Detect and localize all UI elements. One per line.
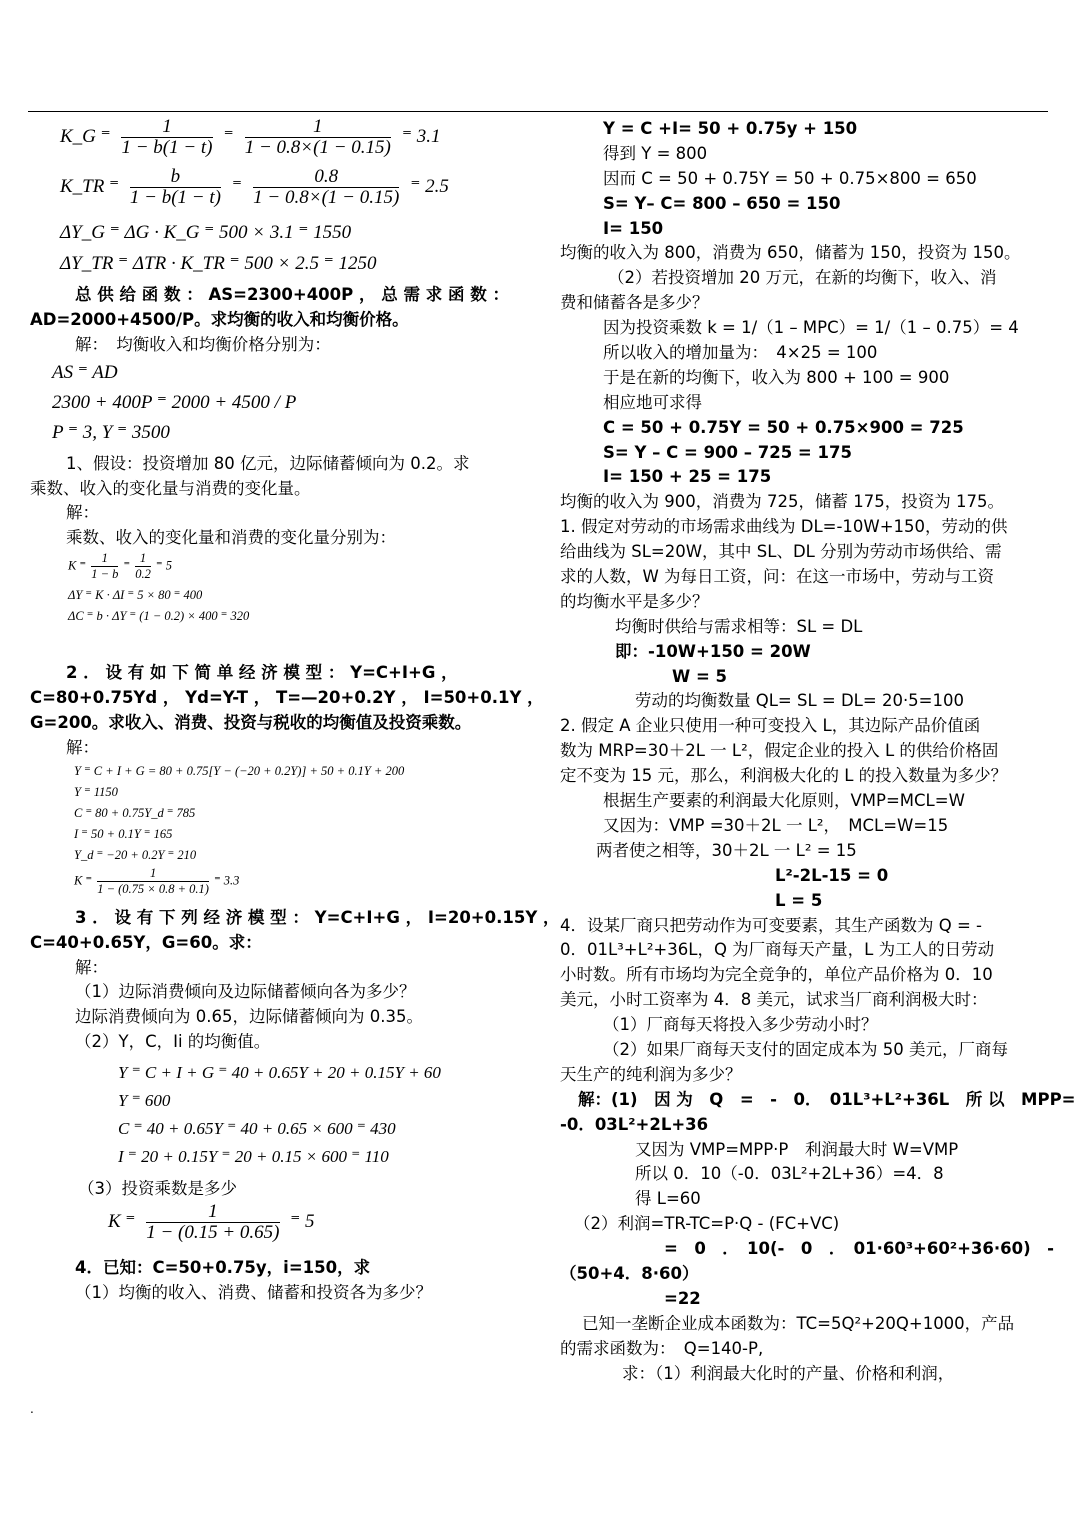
formula-lhs: K_G ⁼	[60, 126, 116, 147]
problem-4-text: 4．已知：C=50+0.75y，i=150，求	[75, 1258, 371, 1278]
text-line: 给曲线为 SL=20W，其中 SL、DL 分别为劳动市场供给、需	[560, 542, 1002, 562]
footer-dot: .	[30, 1402, 34, 1416]
solution-label: 解：	[66, 737, 99, 757]
text-line: 根据生产要素的利润最大化原则，VMP=MCL=W	[603, 791, 965, 811]
formula-ktr: K_TR ⁼ $\frac{b}{1 - b(1 - t)}$ ⁼ $\frac{0.8}{1 - 0.8\times(1 - 0.15)}$ ⁼ 2.5	[60, 166, 449, 208]
problem-2-line2: C=80+0.75Yd ， Yd=Y-T ， T=—20+0.2Y ， I=50+0.1Y ，	[30, 688, 544, 708]
formula-k-investment	[74, 866, 564, 900]
text-line: S= Y– C= 800 – 650 = 150	[603, 193, 841, 213]
denominator: 1 − 0.8×(1 − 0.15)	[244, 137, 391, 158]
text-line: C = 50 + 0.75Y = 50 + 0.75×900 = 725	[603, 417, 964, 437]
text-line: 已知一垄断企业成本函数为：TC=5Q²+20Q+1000，产品	[582, 1313, 1015, 1333]
fraction	[146, 1202, 279, 1243]
math-line: AS ⁼ AD	[52, 361, 118, 383]
text-line: L = 5	[775, 890, 823, 910]
text-line: 得 L=60	[635, 1189, 701, 1209]
denominator: 1 − 0.8×(1 − 0.15)	[253, 187, 400, 208]
text-line: 2. 假定 A 企业只使用一种可变投入 L，其边际产品价值函	[560, 716, 981, 736]
problem-4-line2: （1）均衡的收入、消费、储蓄和投资各为多少？	[75, 1282, 432, 1302]
text-line: 均衡的收入为 900，消费为 725，储蓄 175，投资为 175。	[560, 492, 1004, 512]
text-line: 4．设某厂商只把劳动作为可变要素，其生产函数为 Q = -	[560, 915, 982, 935]
text-line: L²-2L-15 = 0	[775, 865, 889, 885]
text-line: 均衡的收入为 800，消费为 650，储蓄为 150，投资为 150。	[560, 243, 1021, 263]
formula-result: ⁼ 2.5	[410, 176, 449, 197]
text-line: 小时数。所有市场均为完全竞争的，单位产品价格为 0．10	[560, 965, 993, 985]
question-text: （3）投资乘数是多少	[78, 1179, 237, 1199]
formula-lhs: K_TR ⁼	[60, 176, 124, 197]
problem-as-ad-line1: 总 供 给 函 数 ： AS=2300+400P ， 总 需 求 函 数 ：	[75, 285, 509, 304]
text-line: Y = C +I= 50 + 0.75y + 150	[603, 119, 858, 138]
text-line: -0．03L²+2L+36	[560, 1114, 709, 1134]
text-line: 均衡时供给与需求相等：SL = DL	[615, 616, 863, 636]
denominator: 1 − b(1 − t)	[121, 137, 213, 158]
math-line: Y ⁼ 600	[118, 1091, 171, 1111]
fraction	[97, 866, 209, 897]
formula-kg: K_G ⁼ $\frac{1}{1 - b(1 - t)}$ ⁼ $\frac{1}{1 - 0.8\times(1 - 0.15)}$ ⁼ 3.1	[60, 116, 441, 158]
text-line: 解：(1) 因 为 Q = - 0． 01L³+L²+36L 所 以 MPP=	[578, 1089, 1075, 1109]
formula-result: ⁼ 3.1	[401, 126, 441, 147]
text-line: （1）厂商每天将投入多少劳动小时？	[603, 1015, 878, 1035]
text-line: S= Y – C = 900 – 725 = 175	[603, 442, 852, 462]
question-text: （2）Y，C，Ii 的均衡值。	[75, 1032, 271, 1052]
text-line: 所以 0．10（-0．03L²+2L+36）=4．8	[635, 1164, 944, 1184]
problem-2-line1: 2 ． 设 有 如 下 简 单 经 济 模 型 ： Y=C+I+G ，	[66, 663, 458, 683]
text-line: I= 150	[603, 218, 664, 238]
text-line: 因为投资乘数 k = 1/（1 – MPC）= 1/（1 – 0.75）= 4	[603, 318, 1019, 338]
fraction	[135, 551, 151, 582]
text-line: 两者使之相等，30＋2L 一 L² = 15	[596, 840, 857, 860]
problem-2-line3: G=200。求收入、消费、投资与税收的均衡值及投资乘数。	[30, 713, 472, 733]
solution-label: 解：	[75, 957, 108, 977]
text-line: 得到 Y = 800	[603, 143, 708, 163]
math-line: Y_d ⁼ −20 + 0.2Y ⁼ 210	[74, 847, 197, 862]
text-line: 因而 C = 50 + 0.75Y = 50 + 0.75×800 = 650	[603, 168, 977, 188]
math-line: C ⁼ 40 + 0.65Y ⁼ 40 + 0.65 × 600 ⁼ 430	[118, 1119, 396, 1139]
problem-4-line1	[75, 1256, 565, 1281]
text-line: 定不变为 15 元，那么，利润极大化的 L 的投入数量为多少？	[560, 766, 1008, 786]
numerator: 1	[91, 551, 118, 567]
text-line: = 0 ． 10(- 0 ． 01·60³+60²+36·60) -	[664, 1239, 1054, 1259]
text-line: 即：-10W+150 = 20W	[615, 641, 811, 661]
formula-dytr: ΔY_TR ⁼ ΔTR · K_TR ⁼ 500 × 2.5 ⁼ 1250	[60, 253, 377, 274]
question-text: （1）边际消费倾向及边际储蓄倾向各为多少？	[75, 982, 416, 1002]
text-line: W = 5	[672, 666, 727, 686]
numerator: 1	[97, 866, 209, 882]
math-line: I ⁼ 50 + 0.1Y ⁼ 165	[74, 826, 173, 841]
text-line: 0．01L³+L²+36L，Q 为厂商每天产量，L 为工人的日劳动	[560, 940, 995, 960]
formula-lhs: K ⁼	[68, 558, 90, 573]
formula-dyg: ΔY_G ⁼ ΔG · K_G ⁼ 500 × 3.1 ⁼ 1550	[60, 222, 352, 243]
text-line: （2）利润=TR-TC=P·Q - (FC+VC)	[574, 1214, 840, 1234]
numerator: 1	[146, 1202, 279, 1223]
denominator: 1 − (0.75 × 0.8 + 0.1)	[97, 881, 209, 896]
problem-1-line1: 1、假设：投资增加 80 亿元，边际储蓄倾向为 0.2。求	[66, 453, 470, 473]
formula-result: ⁼ 5	[290, 1210, 315, 1232]
math-line: 2300 + 400P ⁼ 2000 + 4500 / P	[52, 391, 297, 413]
fraction	[121, 117, 212, 158]
header-rule	[28, 111, 1048, 112]
fraction	[245, 117, 391, 158]
text-line: 美元，小时工资率为 4．8 美元，试求当厂商利润极大时：	[560, 990, 988, 1010]
formula-lhs: K ⁼	[74, 873, 96, 888]
math-line: P ⁼ 3, Y ⁼ 3500	[52, 421, 170, 443]
text-line: =22	[664, 1288, 701, 1308]
denominator: 1 − b(1 − t)	[129, 187, 221, 208]
problem-as-ad-line2: AD=2000+4500/P。求均衡的收入和均衡价格。	[30, 309, 409, 329]
math-line: C ⁼ 80 + 0.75Y_d ⁼ 785	[74, 805, 196, 820]
text-line: 数为 MRP=30＋2L 一 L²，假定企业的投入 L 的供给价格固	[560, 741, 999, 761]
text-line: 所以收入的增加量为： 4×25 = 100	[603, 343, 878, 363]
text-line: 又因为：VMP =30＋2L 一 L²， MCL=W=15	[603, 815, 949, 835]
text-line: 劳动的均衡数量 QL= SL = DL= 20·5=100	[635, 691, 965, 711]
math-line: ΔC ⁼ b · ΔY ⁼ (1 − 0.2) × 400 ⁼ 320	[68, 609, 250, 624]
math-line: ΔY ⁼ K · ΔI ⁼ 5 × 80 ⁼ 400	[68, 588, 203, 603]
denominator: 1 − (0.15 + 0.65)	[146, 1222, 280, 1244]
problem-3-line2: C=40+0.65Y，G=60。求：	[30, 932, 262, 952]
text-line: I= 150 + 25 = 175	[603, 467, 772, 487]
numerator: 1	[245, 117, 391, 138]
answer-text: 边际消费倾向为 0.65，边际储蓄倾向为 0.35。	[75, 1007, 423, 1027]
math-line: Y ⁼ C + I + G ⁼ 40 + 0.65Y + 20 + 0.15Y + 60	[118, 1063, 441, 1083]
text-line: 天生产的纯利润为多少？	[560, 1064, 742, 1084]
problem-3-line1: 3 ． 设 有 下 列 经 济 模 型 ： Y=C+I+G ， I=20+0.15Y ，	[75, 907, 560, 927]
text-line: 于是在新的均衡下，收入为 800 + 100 = 900	[603, 367, 950, 387]
numerator: b	[130, 167, 221, 188]
formula-result: ⁼ 3.3	[214, 873, 240, 888]
text-line: 求的人数，W 为每日工资，问：在这一市场中，劳动与工资	[560, 567, 995, 587]
text-line: 求：（1）利润最大化时的产量、价格和利润，	[622, 1363, 955, 1383]
left-column	[30, 116, 560, 1306]
math-line: Y ⁼ C + I + G = 80 + 0.75[Y − (−20 + 0.2Y)] + 50 + 0.1Y + 200	[74, 763, 405, 778]
text-line: （2）如果厂商每天支付的固定成本为 50 美元，厂商每	[603, 1039, 1008, 1059]
text-line: （50+4．8·60）	[560, 1263, 699, 1283]
text-line: 1. 假定对劳动的市场需求曲线为 DL=-10W+150，劳动的供	[560, 517, 1008, 537]
text-line: 的均衡水平是多少？	[560, 591, 709, 611]
fraction	[253, 167, 399, 208]
solution-label: 解：	[66, 503, 99, 523]
formula-k-small: K ⁼ $\frac{1}{1 - b}$ ⁼ $\frac{1}{0.2}$ ⁼ 5	[68, 551, 172, 582]
numerator: 1	[135, 551, 151, 567]
denominator: 0.2	[135, 567, 151, 582]
text-line: 相应地可求得	[603, 392, 702, 412]
formula-lhs: K ⁼	[108, 1210, 141, 1232]
right-column	[560, 117, 1075, 1386]
math-line: Y ⁼ 1150	[74, 784, 118, 799]
formula-result: ⁼ 5	[155, 558, 172, 573]
math-line: I ⁼ 20 + 0.15Y ⁼ 20 + 0.15 × 600 ⁼ 110	[118, 1147, 389, 1167]
numerator: 1	[121, 117, 212, 138]
solution-text: 乘数、收入的变化量和消费的变化量分别为：	[66, 528, 396, 548]
fraction	[130, 167, 221, 208]
problem-1-line2: 乘数、收入的变化量与消费的变化量。	[30, 478, 311, 498]
solution-label: 解： 均衡收入和均衡价格分别为：	[75, 334, 331, 354]
text-line: 的需求函数为： Q=140-P,	[560, 1338, 764, 1358]
fraction	[91, 551, 118, 582]
text-line: 费和储蓄各是多少？	[560, 293, 709, 313]
text-line: 又因为 VMP=MPP·P 利润最大时 W=VMP	[635, 1139, 959, 1159]
denominator: 1 − b	[91, 567, 119, 582]
formula-k-investment-3	[108, 1202, 598, 1256]
text-line: （2）若投资增加 20 万元，在新的均衡下，收入、消	[608, 268, 997, 288]
numerator: 0.8	[253, 167, 399, 188]
